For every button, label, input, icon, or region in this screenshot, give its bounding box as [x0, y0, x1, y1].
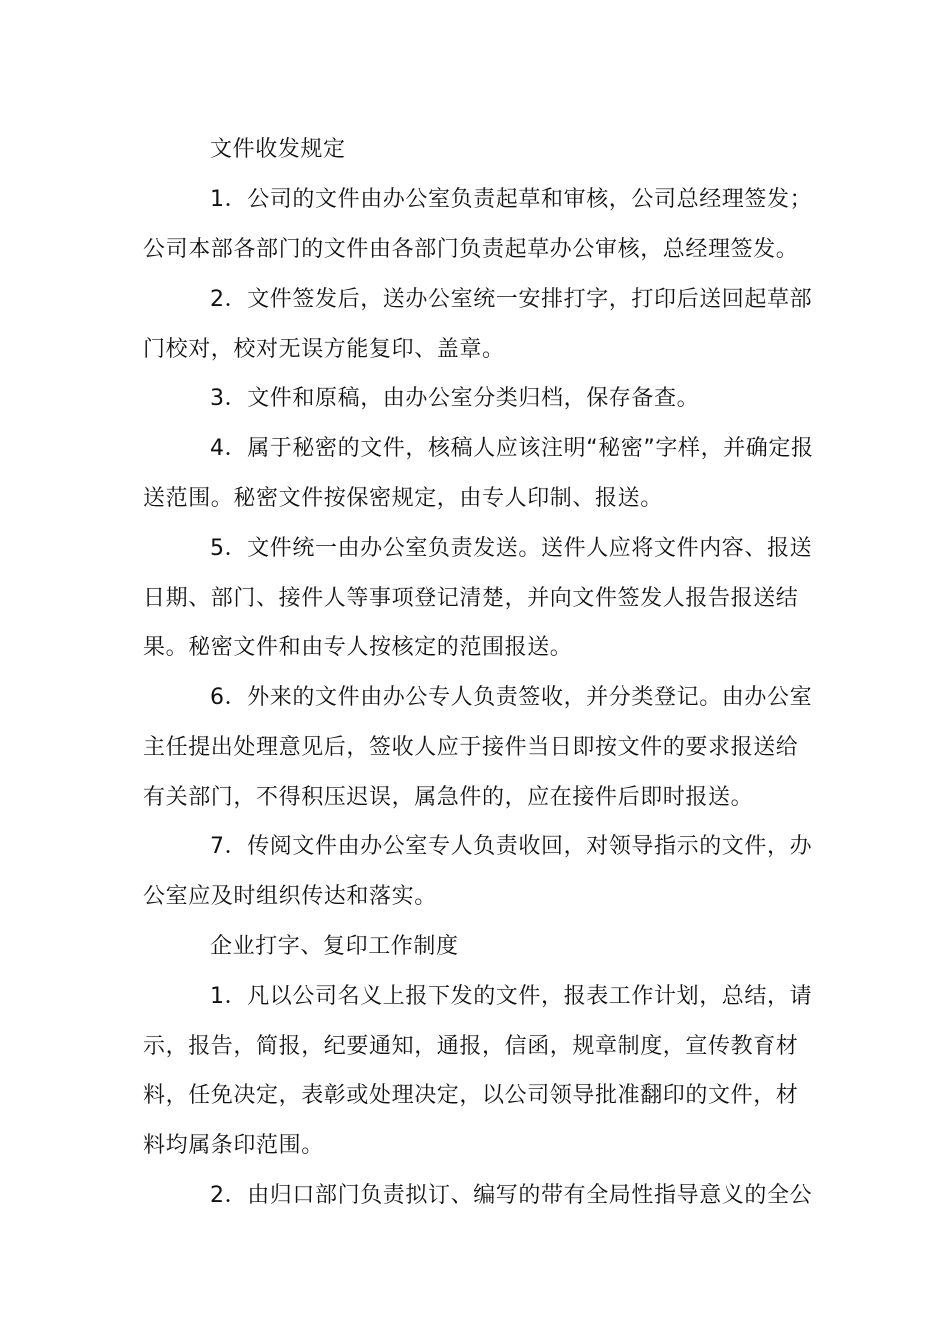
- paragraph-line: 5．文件统一由办公室负责发送。送件人应将文件内容、报送: [210, 536, 813, 561]
- paragraph-line: 2．文件签发后，送办公室统一安排打字，打印后送回起草部: [210, 287, 813, 312]
- paragraph-line: 果。秘密文件和由专人按核定的范围报送。: [143, 635, 573, 660]
- paragraph-line: 1．公司的文件由办公室负责起草和审核，公司总经理签发；: [210, 187, 813, 212]
- paragraph-line: 有关部门，不得积压迟误，属急件的，应在接件后即时报送。: [143, 785, 754, 810]
- paragraph-line: 1．凡以公司名义上报下发的文件，报表工作计划，总结，请: [210, 984, 813, 1009]
- paragraph-line: 4．属于秘密的文件，核稿人应该注明“秘密”字样，并确定报: [210, 436, 814, 461]
- paragraph-line: 主任提出处理意见后，签收人应于接件当日即按文件的要求报送给: [143, 735, 799, 760]
- paragraph-line: 2．由归口部门负责拟订、编写的带有全局性指导意义的全公: [210, 1183, 813, 1208]
- paragraph-line: 6．外来的文件由办公专人负责签收，并分类登记。由办公室: [210, 685, 813, 710]
- paragraph-line: 示，报告，简报，纪要通知，通报，信函，规章制度，宣传教育材: [143, 1034, 799, 1059]
- paragraph-line: 送范围。秘密文件按保密规定，由专人印制、报送。: [143, 486, 663, 511]
- paragraph-line: 公司本部各部门的文件由各部门负责起草办公审核，总经理签发。: [143, 237, 799, 262]
- section-heading: 企业打字、复印工作制度: [210, 934, 459, 959]
- paragraph-line: 公室应及时组织传达和落实。: [143, 884, 437, 909]
- paragraph-line: 日期、部门、接件人等事项登记清楚，并向文件签发人报告报送结: [143, 586, 799, 611]
- paragraph-line: 3．文件和原稿，由办公室分类归档，保存备查。: [210, 386, 700, 411]
- paragraph-line: 7．传阅文件由办公室专人负责收回，对领导指示的文件，办: [210, 834, 813, 859]
- paragraph-line: 门校对，校对无误方能复印、盖章。: [143, 337, 505, 362]
- paragraph-line: 料，任免决定，表彰或处理决定，以公司领导批准翻印的文件，材: [143, 1083, 799, 1108]
- section-heading: 文件收发规定: [210, 137, 346, 162]
- paragraph-line: 料均属条印范围。: [143, 1133, 324, 1158]
